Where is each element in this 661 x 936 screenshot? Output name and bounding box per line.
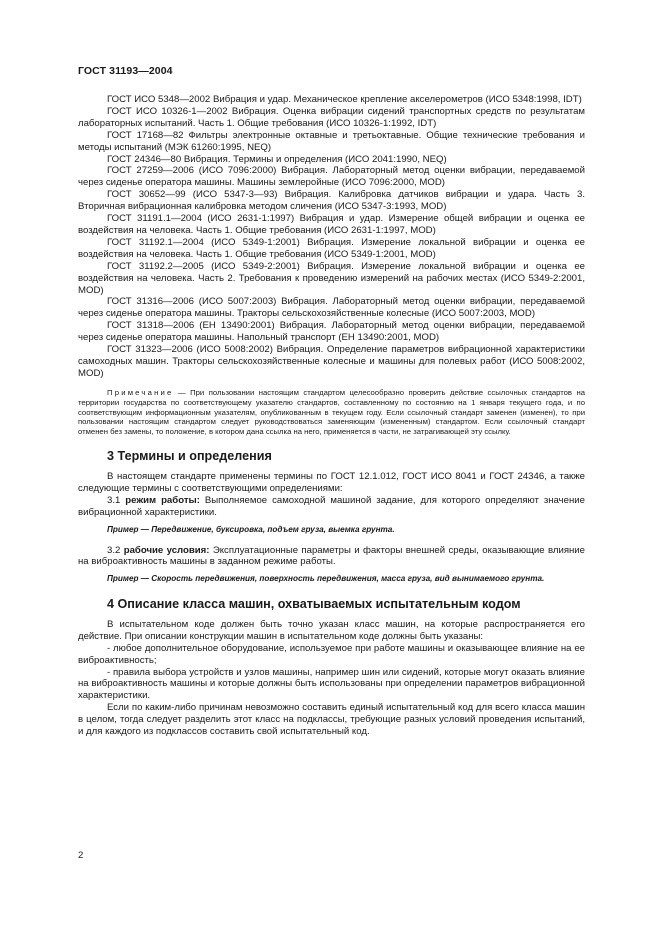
reference-item: ГОСТ 24346—80 Вибрация. Термины и определения (ИСО 2041:1990, NEQ) — [107, 153, 447, 165]
normative-references-list — [78, 94, 585, 380]
references-note — [78, 388, 585, 438]
reference-item: ГОСТ ИСО 5348—2002 Вибрация и удар. Механическое крепление акселерометров (ИСО 5348:1998, IDT) — [107, 94, 582, 105]
section-4-paragraph: - любое дополнительное оборудование, используемое при работе машины и оказывающее влияние на ее виброактивность; — [78, 642, 585, 666]
page-number: 2 — [78, 850, 84, 861]
term-definition-3-2 — [78, 545, 585, 569]
term-name: режим работы: — [125, 495, 200, 507]
section-4-paragraph: В испытательном коде должен быть точно указан класс машин, на которые распространяется его действие. При описании конструкции машин в испытательном коде должны быть указаны: — [78, 618, 585, 642]
reference-item: ГОСТ 31191.1—2004 (ИСО 2631-1:1997) Вибрация и удар. Измерение общей вибрации и оценка ее воздействия на человека. Часть 1. Общие требования (ИСО 2631-1:1997, MOD) — [78, 213, 585, 236]
section-4-paragraph: - правила выбора устройств и узлов машины, например шин или сидений, которые могут оказать влияние на виброактивность машины и которые должны быть использованы при определении параметров вибрационной характеристики. — [78, 666, 585, 702]
note-label: Примечание — [107, 387, 174, 397]
term-example-3-2: Пример — Скорость передвижения, поверхность передвижения, масса груза, вид вынимаемого грунта. — [107, 574, 545, 584]
reference-item: ГОСТ 31323—2006 (ИСО 5008:2002) Вибрация. Определение параметров вибрационной характеристики самоходных машин. Тракторы сельскохозяйственные колесные и машины для полевых работ (ИСО 5008:2002, MOD) — [78, 344, 585, 379]
term-example-3-1: Пример — Передвижение, буксировка, подъем груза, выемка грунта. — [107, 524, 395, 534]
reference-item: ГОСТ 31316—2006 (ИСО 5007:2003) Вибрация. Лабораторный метод оценки вибрации, передаваемой через сиденье оператора машины. Тракторы сельскохозяйственные колесные (ИСО 5007:2003, MOD) — [78, 296, 585, 320]
document-code-header: ГОСТ 31193—2004 — [78, 65, 173, 77]
reference-item: ГОСТ 31192.2—2005 (ИСО 5349-2:2001) Вибрация. Измерение локальной вибрации и оценка ее воздействия на человека. Часть 2. Требования к проведению измерений на рабочих местах (ИСО 5349-2:2001, MOD) — [78, 260, 585, 296]
note-text: — При пользовании настоящим стандартом целесообразно проверить действие ссылочных стандартов на территории государства по соответствующему указателю стандартов, составленному по состоянию на 1 января текущего года, и по соответствующим информационным указателям, опубликованным в текущем году. Если ссылочный стандарт заменен (изменен), то при пользовании настоящим стандартом следует руководствоваться заменяющим (измененным) стандартом. Если ссылочный стандарт отменен без замены, то положение, в котором дана ссылка на него, применяется в части, не затрагивающей эту ссылку. — [78, 387, 585, 437]
term-definition: Эксплуатационные параметры и факторы внешней среды, оказывающие влияние на виброактивность машины в заданном режиме работы. — [78, 544, 586, 568]
reference-item: ГОСТ 30652—99 (ИСО 5347-3—93) Вибрация. Калибровка датчиков вибрации и удара. Часть 3. Вторичная вибрационная калибровка методом сличения (ИСО 5347-3:1993, MOD) — [78, 189, 585, 213]
section-3-intro: В настоящем стандарте применены термины по ГОСТ 12.1.012, ГОСТ ИСО 8041 и ГОСТ 24346, а также следующие термины с соответствующими определениями: — [78, 471, 585, 495]
reference-item: ГОСТ 27259—2006 (ИСО 7096:2000) Вибрация. Лабораторный метод оценки вибрации, передаваемой через сиденье оператора машины. Машины землеройные (ИСО 7096:2000, MOD) — [78, 165, 585, 189]
section-4-heading: 4 Описание класса машин, охватываемых испытательным кодом — [107, 596, 521, 611]
term-name: рабочие условия: — [123, 544, 210, 556]
reference-item: ГОСТ 17168—82 Фильтры электронные октавные и третьоктавные. Общие технические требования и методы испытаний (МЭК 61260:1995, NEQ) — [78, 129, 585, 153]
section-3-heading: 3 Термины и определения — [107, 449, 272, 464]
reference-item: ГОСТ ИСО 10326-1—2002 Вибрация. Оценка вибрации сидений транспортных средств по результатам лабораторных испытаний. Часть 1. Общие требования (ИСО 10326-1:1992, IDT) — [78, 105, 585, 129]
term-number: 3.1 — [107, 495, 126, 507]
term-number: 3.2 — [107, 544, 124, 556]
page-content — [78, 94, 585, 738]
reference-item: ГОСТ 31192.1—2004 (ИСО 5349-1:2001) Вибрация. Измерение локальной вибрации и оценка ее воздействия на человека. Часть 1. Общие требования (ИСО 5349-1:2001, MOD) — [78, 236, 585, 260]
reference-item: ГОСТ 31318—2006 (ЕН 13490:2001) Вибрация. Лабораторный метод оценки вибрации, передаваемой через сиденье оператора машины. Напольный транспорт (ЕН 13490:2001, MOD) — [78, 320, 585, 344]
term-definition: Выполняемое самоходной машиной задание, для которого определяют значение вибрационной характеристики. — [78, 495, 585, 518]
term-definition-3-1 — [78, 495, 585, 519]
section-4-paragraph: Если по каким-либо причинам невозможно составить единый испытательный код для всего класса машин в целом, тогда следует разделить этот класс на подклассы, требующие разных условий проведения испытаний, и для каждого из подклассов составить свой испытательный код. — [78, 702, 585, 738]
